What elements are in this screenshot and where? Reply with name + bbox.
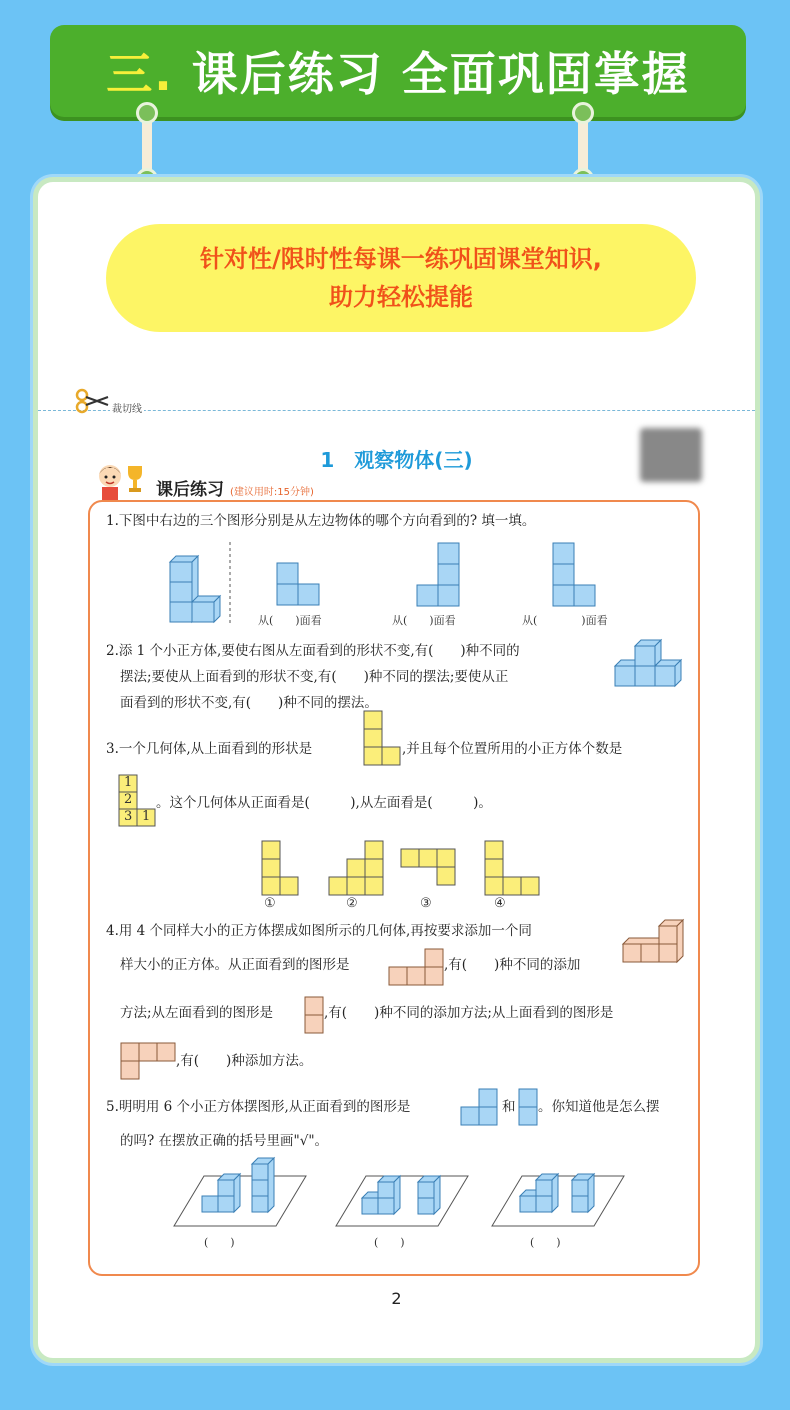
q1-answer-2[interactable]: 从( )面看: [392, 614, 456, 627]
q5-answer-bracket-2[interactable]: ( ): [374, 1236, 405, 1249]
question-5-line-1a: 5.明明用 6 个小正方体摆图形,从正面看到的图形是: [106, 1099, 411, 1115]
q3-option-label-3: ③: [420, 896, 432, 911]
question-4-line-2a: 样大小的正方体。从正面看到的图形是: [120, 957, 350, 973]
q3-option-label-1: ①: [264, 896, 276, 911]
q1-answer-1[interactable]: 从( )面看: [258, 614, 322, 627]
q5-front-view-a: [460, 1088, 500, 1126]
q5-arrangement-1: [174, 1166, 306, 1228]
q1-answer-3[interactable]: 从( )面看: [522, 614, 608, 627]
cut-line: [38, 410, 755, 411]
question-4-line-3b: ,有( )种不同的添加方法;从上面看到的图形是: [324, 1005, 614, 1021]
q1-view-a: [276, 562, 322, 606]
question-3-line-1a: 3.一个几何体,从上面看到的形状是: [106, 741, 313, 757]
question-5-line-1c: 。你知道他是怎么摆: [538, 1099, 660, 1115]
q5-front-view-b: [518, 1088, 540, 1126]
question-3-line-1b: ,并且每个位置所用的小正方体个数是: [402, 741, 623, 757]
exercise-box: [88, 500, 700, 1276]
question-3-line-2: 。这个几何体从正面看是( ),从左面看是( )。: [156, 795, 492, 811]
q3-option-3: [400, 848, 458, 886]
banner-number: 三.: [106, 47, 174, 101]
q3-grid-number: 3: [124, 809, 133, 824]
kid-trophy-icon: [94, 460, 146, 500]
question-5-line-1b: 和: [502, 1099, 516, 1115]
q1-view-c: [552, 542, 598, 606]
question-2-line-3: 面看到的形状不变,有( )种不同的摆法。: [120, 695, 378, 711]
q3-option-1: [261, 840, 301, 896]
worksheet-card: [33, 177, 760, 1363]
q5-arrangement-2: [336, 1166, 468, 1228]
header-banner: [50, 25, 746, 117]
section-time-note: (建议用时:15分钟): [230, 487, 314, 498]
section-header: [94, 460, 314, 500]
banner-title: 三. 课后练习 全面巩固掌握: [106, 47, 690, 101]
q3-top-view: [363, 710, 403, 766]
q3-grid-number: 2: [124, 792, 133, 807]
q4-front-view: [388, 948, 446, 986]
q3-option-4: [484, 840, 542, 896]
question-5-line-2: 的吗? 在摆放正确的括号里画"√"。: [120, 1133, 329, 1149]
q5-arrangement-3: [492, 1166, 624, 1228]
scissors-icon: [74, 388, 110, 414]
q1-divider: [228, 542, 232, 624]
q3-option-label-2: ②: [346, 896, 358, 911]
q1-solid-figure: [168, 546, 222, 622]
question-2-line-1: 2.添 1 个小正方体,要使右图从左面看到的形状不变,有( )种不同的: [106, 643, 520, 659]
q1-view-b: [416, 542, 462, 606]
q2-solid-figure: [614, 640, 684, 688]
left-top-ring: [136, 102, 158, 124]
section-title: 课后练习: [156, 480, 224, 500]
q4-left-view: [304, 996, 326, 1034]
feature-pill: 针对性/限时性每课一练巩固课堂知识, 助力轻松提能: [106, 224, 696, 332]
right-top-ring: [572, 102, 594, 124]
question-4-line-3a: 方法;从左面看到的图形是: [120, 1005, 274, 1021]
lesson-title: 1 观察物体(三): [320, 448, 473, 472]
q4-top-view: [120, 1042, 178, 1080]
q3-option-2: [328, 840, 386, 896]
qr-code: [640, 428, 702, 482]
q3-grid-number: 1: [142, 809, 151, 824]
question-2-line-2: 摆法;要使从上面看到的形状不变,有( )种不同的摆法;要使从正: [120, 669, 509, 685]
page-number: 2: [391, 1289, 402, 1308]
question-4-line-4: ,有( )种添加方法。: [176, 1053, 313, 1069]
question-1-text: 1.下图中右边的三个图形分别是从左边物体的哪个方向看到的? 填一填。: [106, 513, 536, 529]
q3-option-label-4: ④: [494, 896, 506, 911]
q5-answer-bracket-1[interactable]: ( ): [204, 1236, 235, 1249]
cut-line-label: 裁切线: [110, 400, 144, 415]
question-4-line-2b: ,有( )种不同的添加: [444, 957, 581, 973]
q3-grid-number: 1: [124, 775, 133, 790]
q4-solid-figure: [622, 920, 684, 966]
q5-answer-bracket-3[interactable]: ( ): [530, 1236, 561, 1249]
question-4-line-1: 4.用 4 个同样大小的正方体摆成如图所示的几何体,再按要求添加一个同: [106, 923, 532, 939]
